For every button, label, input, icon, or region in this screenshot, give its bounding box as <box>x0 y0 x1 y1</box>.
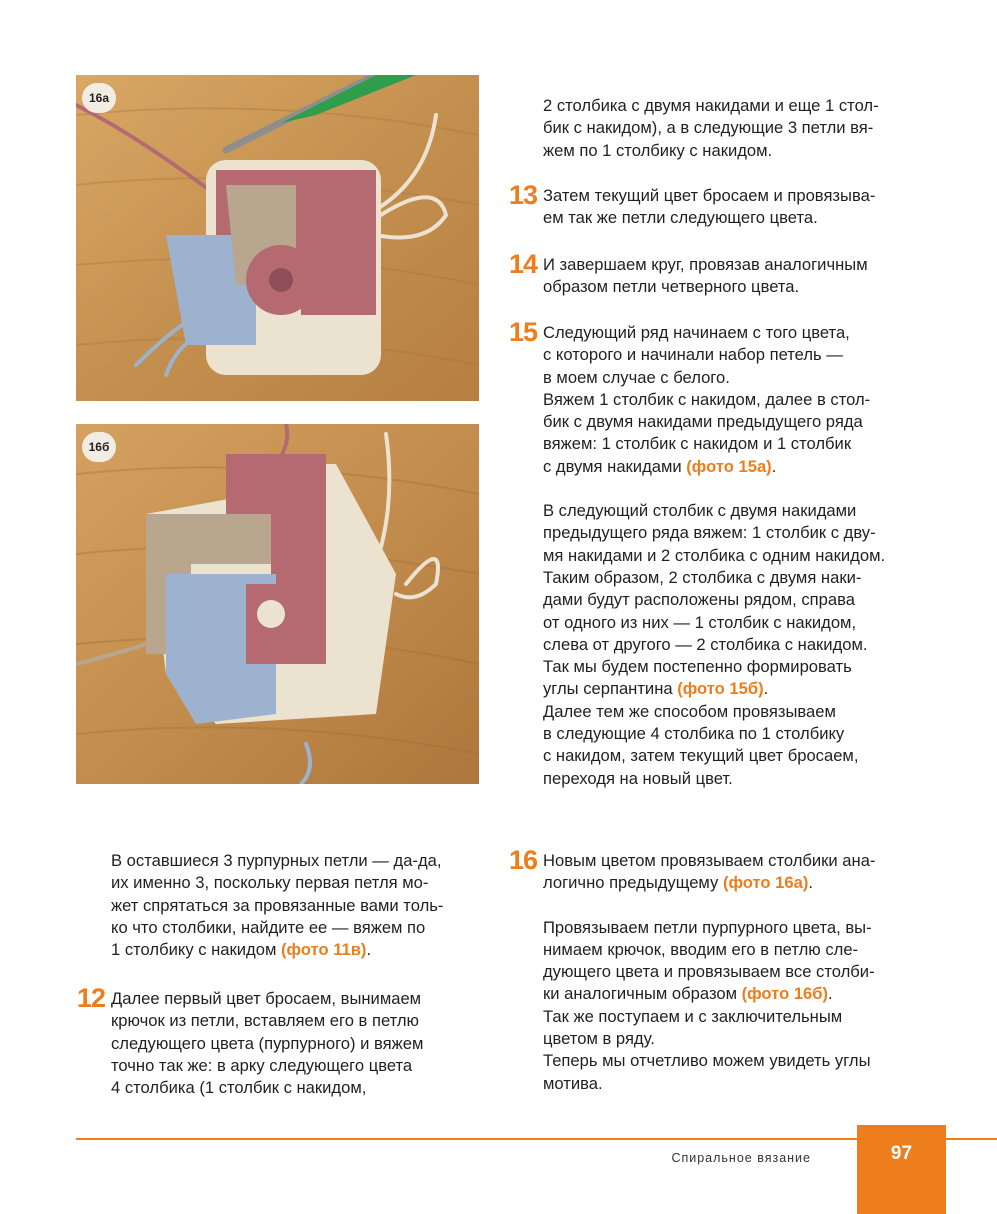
text-line: В оставшиеся 3 пурпурных петли — да-да, <box>111 851 442 870</box>
text-line: предыдущего ряда вяжем: 1 столбик с дву- <box>543 523 876 543</box>
photo-reference: (фото 11в) <box>280 940 367 960</box>
text-line: дами будут расположены рядом, справа <box>543 590 855 610</box>
text-line: 2 столбика с двумя накидами и еще 1 стол- <box>543 96 879 115</box>
text-line: ко что столбики, найдите ее — вяжем по <box>111 917 426 937</box>
text-line: мотива. <box>543 1073 603 1093</box>
text-line: с которого и начинали набор петель — <box>543 345 843 365</box>
photo-16b <box>76 424 479 784</box>
text-fragment: ки аналогичным образом <box>543 984 742 1004</box>
step-12 <box>77 983 424 1099</box>
text-fragment: . <box>828 984 833 1004</box>
text-fragment: логично предыдущему <box>543 873 723 893</box>
step-16-paragraph-1 <box>543 850 875 895</box>
photo-reference: (фото 15б) <box>677 679 764 699</box>
text-line: Теперь мы отчетливо можем увидеть углы <box>543 1051 871 1071</box>
text-line: нимаем крючок, вводим его в петлю сле- <box>543 939 859 959</box>
text-line: жет спрятаться за провязанные вами толь- <box>111 895 444 915</box>
photo-label: 16а <box>82 83 116 113</box>
text-line: Вяжем 1 столбик с накидом, далее в стол- <box>543 389 871 409</box>
text-line: Новым цветом провязываем столбики ана- <box>543 851 876 870</box>
page-number-box <box>857 1125 946 1214</box>
text-fragment: . <box>763 679 769 699</box>
text-line: мя накидами и 2 столбика с одним накидом. <box>543 545 886 565</box>
page-number: 97 <box>890 1143 913 1164</box>
step-16 <box>509 845 876 1095</box>
text-line: в моем случае с белого. <box>543 367 730 387</box>
step-number: 16 <box>509 845 538 875</box>
text-line: Следующий ряд начинаем с того цвета, <box>543 323 850 342</box>
text-fragment: с двумя накидами <box>543 456 687 476</box>
text-fragment: 1 столбику с накидом <box>111 940 281 960</box>
step-number: 12 <box>77 983 106 1013</box>
text-line: бик с накидом), а в следующие 3 петли вя- <box>543 118 874 138</box>
text-line: Так же поступаем и с заключительным <box>543 1006 843 1026</box>
text-line: вяжем: 1 столбик с накидом и 1 столбик <box>543 434 852 454</box>
text-line: Затем текущий цвет бросаем и провязыва- <box>543 186 876 205</box>
text-line: следующего цвета (пурпурного) и вяжем <box>111 1033 424 1053</box>
step-13 <box>509 180 876 230</box>
text-fragment: . <box>808 873 813 893</box>
step-15-paragraph-1 <box>543 322 885 478</box>
text-line: бик с двумя накидами предыдущего ряда <box>543 412 863 432</box>
running-title: Спиральное вязание <box>671 1151 811 1165</box>
text-line <box>111 939 443 961</box>
step-16-paragraph-2 <box>543 917 875 1095</box>
photo-label: 16б <box>82 432 116 462</box>
text-line: в следующие 4 столбика по 1 столбику <box>543 724 845 744</box>
step-number: 15 <box>509 317 538 347</box>
step-11-tail <box>111 850 443 961</box>
crochet-photo-16b <box>76 424 479 784</box>
text-line <box>543 872 875 894</box>
photo-reference: (фото 16б) <box>741 984 829 1004</box>
photo-16a <box>76 75 479 401</box>
text-line: Провязываем петли пурпурного цвета, вы- <box>543 917 872 937</box>
text-line: точно так же: в арку следующего цвета <box>111 1055 413 1075</box>
step-number: 14 <box>509 249 538 279</box>
text-line <box>543 983 875 1005</box>
text-line: Таким образом, 2 столбика с двумя наки- <box>543 567 862 587</box>
text-line: с накидом, затем текущий цвет бросаем, <box>543 746 859 766</box>
text-line: слева от другого — 2 столбика с накидом. <box>543 634 868 654</box>
step-15 <box>509 317 886 790</box>
crochet-photo-16a <box>76 75 479 401</box>
text-line: 4 столбика (1 столбик с накидом, <box>111 1078 367 1098</box>
text-line: дующего цвета и провязываем все столби- <box>543 962 875 982</box>
text-line: от одного из них — 1 столбик с накидом, <box>543 612 857 632</box>
text-line <box>543 678 885 700</box>
text-line: ем так же петли следующего цвета. <box>543 208 818 228</box>
step-number: 13 <box>509 180 538 210</box>
text-line: В следующий столбик с двумя накидами <box>543 501 857 521</box>
step-14 <box>509 249 868 299</box>
text-line: Далее тем же способом провязываем <box>543 701 836 721</box>
text-line: образом петли четверного цвета. <box>543 277 800 297</box>
text-line: жем по 1 столбику с накидом. <box>543 140 773 160</box>
step-11-continuation <box>543 95 879 162</box>
text-fragment: . <box>771 456 777 476</box>
text-line: крючок из петли, вставляем его в петлю <box>111 1011 419 1031</box>
text-line: Далее первый цвет бросаем, вынимаем <box>111 989 422 1008</box>
text-line <box>543 456 885 478</box>
text-line: переходя на новый цвет. <box>543 768 733 788</box>
photo-reference: (фото 15а) <box>686 456 772 476</box>
text-fragment: . <box>366 940 372 960</box>
photo-reference: (фото 16а) <box>722 873 809 893</box>
text-line: И завершаем круг, провязав аналогичным <box>543 255 868 274</box>
text-line: цветом в ряду. <box>543 1029 655 1049</box>
text-line: Так мы будем постепенно формировать <box>543 657 852 677</box>
text-fragment: углы серпантина <box>543 679 678 699</box>
step-15-paragraph-2 <box>543 500 885 790</box>
text-line: их именно 3, поскольку первая петля мо- <box>111 873 429 893</box>
